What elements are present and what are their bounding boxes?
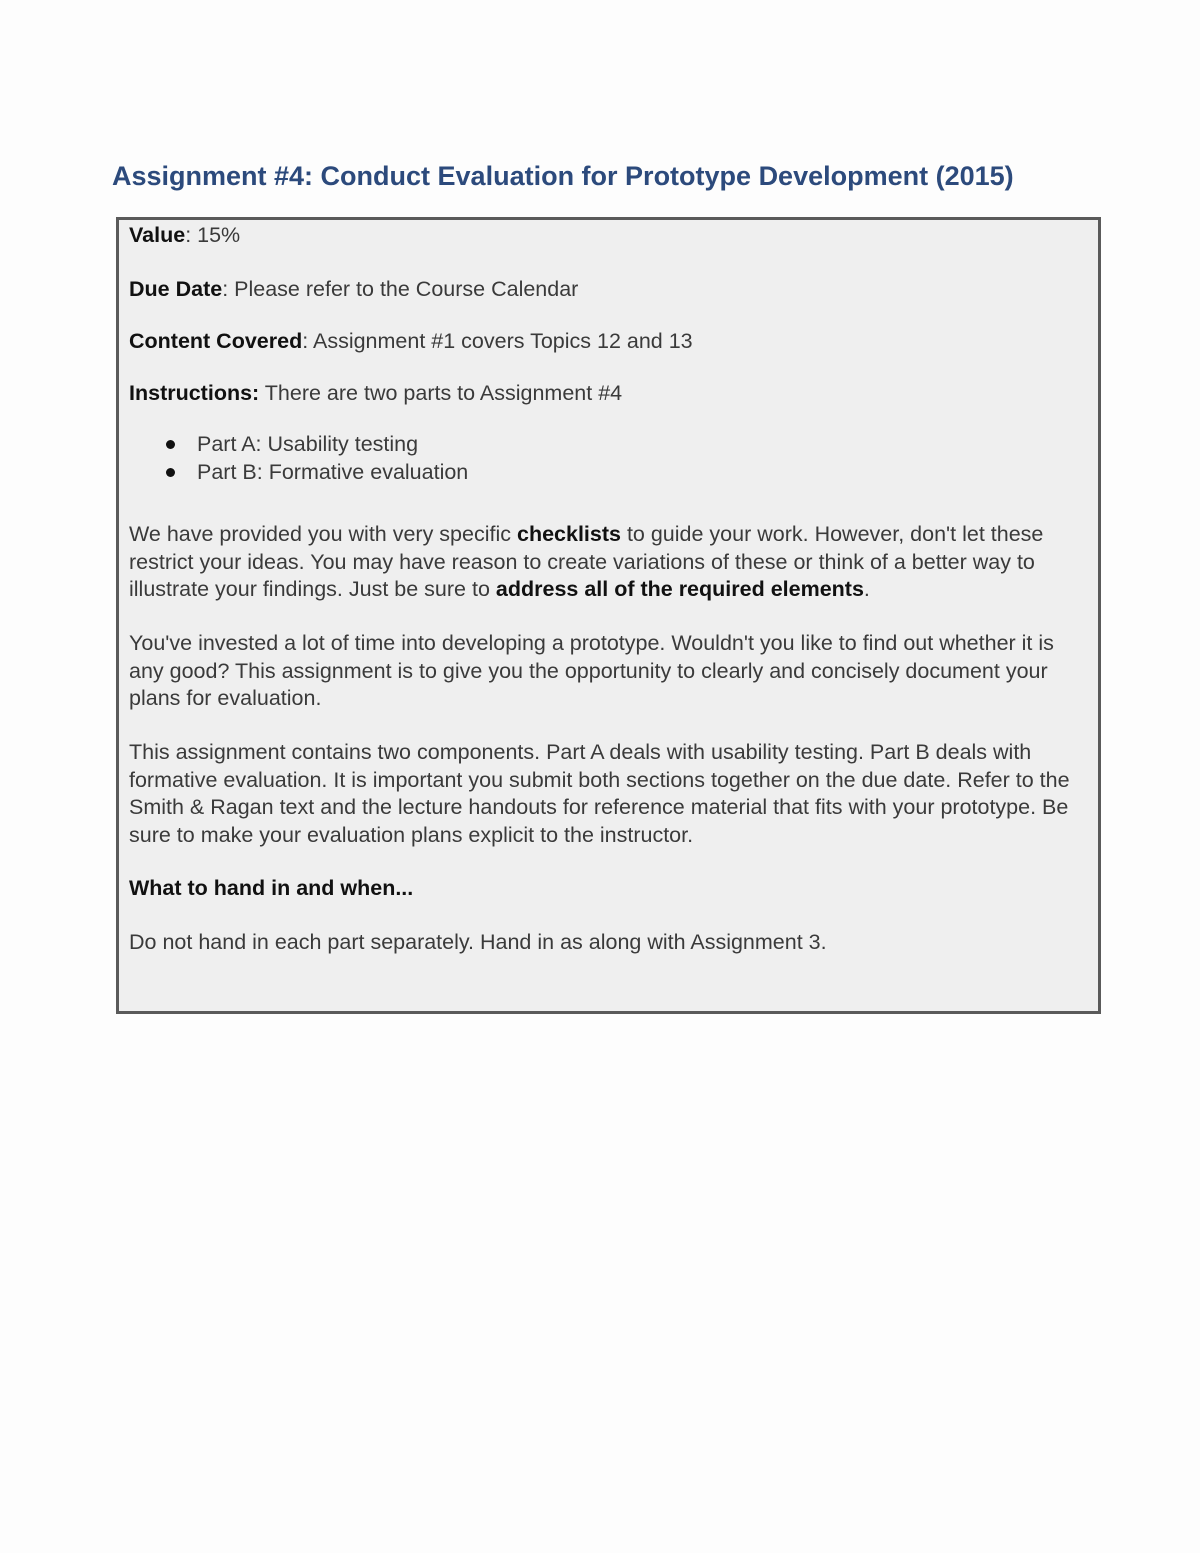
- required-elements-emphasis: address all of the required elements: [495, 577, 864, 601]
- list-item: [129, 458, 468, 486]
- content-covered-text: : Assignment #1 covers Topics 12 and 13: [302, 329, 693, 353]
- list-item: [129, 430, 468, 458]
- part-b-label: Part B: Formative evaluation: [197, 460, 469, 484]
- part-a-label: Part A: Usability testing: [197, 432, 419, 456]
- hand-in-heading: What to hand in and when...: [129, 876, 414, 900]
- components-paragraph: This assignment contains two components. Part A deals with usability testing. Part B deals with formative evaluation. It is important you submit both sections together on the due date. Refer to the Smith & Ragan text and the lecture handouts for reference material that fits with your prototype. Be sure to make your evaluation plans explicit to the instructor.: [129, 740, 1070, 847]
- instructions-text: There are two parts to Assignment #4: [259, 381, 623, 405]
- value-label: Value: [129, 223, 186, 247]
- parts-list: [129, 430, 468, 486]
- checklists-text-3: .: [863, 577, 870, 601]
- checklists-paragraph: [129, 521, 1089, 604]
- due-date-row: [129, 276, 578, 304]
- checklists-emphasis: checklists: [516, 522, 621, 546]
- instructions-row: [129, 380, 622, 408]
- hand-in-text: Do not hand in each part separately. Hand in as along with Assignment 3.: [129, 930, 827, 954]
- page-title: Assignment #4: Conduct Evaluation for Prototype Development (2015): [112, 161, 1014, 191]
- assignment-details-box: [116, 217, 1101, 1014]
- content-covered-row: [129, 328, 693, 356]
- value-row: [129, 222, 240, 250]
- due-date-label: Due Date: [129, 277, 223, 301]
- checklists-text-1: We have provided you with very specific: [129, 522, 517, 546]
- bullet-icon: [166, 440, 175, 449]
- invested-paragraph: You've invested a lot of time into developing a prototype. Wouldn't you like to find out whether it is any good? This assignment is to give you the opportunity to clearly and concisely document your plans for evaluation.: [129, 631, 1054, 710]
- bullet-icon: [166, 468, 175, 477]
- due-date-text: : Please refer to the Course Calendar: [222, 277, 579, 301]
- value-text: : 15%: [185, 223, 241, 247]
- checklists-text-2: to guide your work. However, don't let these restrict your ideas. You may have reason to create variations of these or think of a better way to illustrate your findings. Just be sure to: [129, 522, 1044, 601]
- instructions-label: Instructions:: [129, 381, 260, 405]
- content-covered-label: Content Covered: [129, 329, 303, 353]
